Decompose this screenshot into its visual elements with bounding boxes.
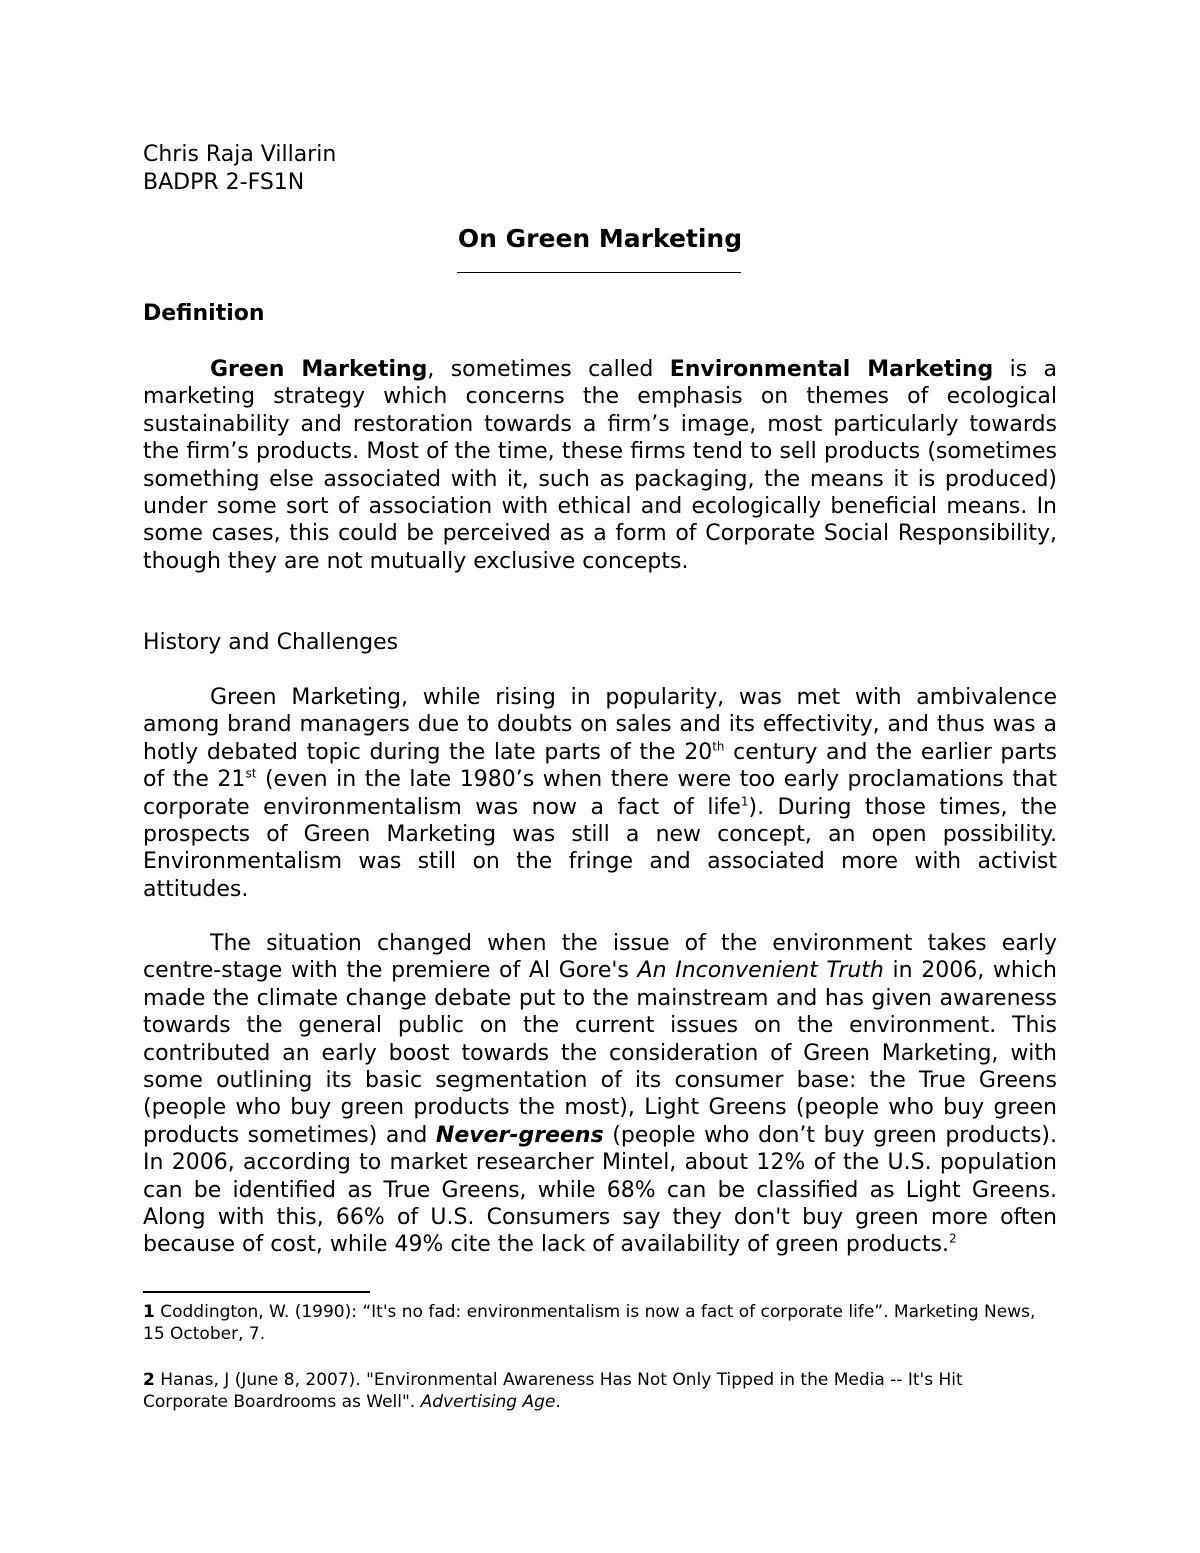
footnote-2: 2 Hanas, J (June 8, 2007). "Environmental Awareness Has Not Only Tipped in the Media -- It's Hit Corporate Boardrooms as Well". Advertising Age. — [143, 1370, 963, 1412]
term-never-greens: Never-greens — [435, 1122, 604, 1148]
definition-paragraph: Green Marketing, sometimes called Environmental Marketing is a marketing strategy which concerns the emphasis on themes of ecological sustainability and restoration towards a firm’s image, most particularly towards the firm’s products. Most of the time, these firms tend to sell products (sometimes something else associated with it, such as packaging, the means it is produced) under some sort of association with ethical and ecologically beneficial means. In some cases, this could be perceived as a form of Corporate Social Responsibility, though they are not mutually exclusive concepts. — [143, 357, 1057, 574]
footnote-1: 1 Coddington, W. (1990): “It's no fad: environmentalism is now a fact of corporate life”. Marketing News, 15 October, 7. — [143, 1302, 1036, 1344]
term-green-marketing: Green Marketing — [210, 357, 428, 382]
page-title: On Green Marketing — [457, 224, 743, 253]
section-heading-history: History and Challenges — [143, 630, 399, 655]
author-block — [143, 141, 336, 197]
footnote-separator — [143, 1291, 370, 1293]
footnote-ref-1[interactable]: 1 — [740, 794, 749, 809]
title-underline — [457, 272, 741, 273]
footnote-ref-2[interactable]: 2 — [948, 1232, 957, 1247]
course-code: BADPR 2-FS1N — [143, 170, 305, 195]
journal-title: Advertising Age — [420, 1392, 556, 1412]
film-title: An Inconvenient Truth — [637, 958, 884, 984]
history-paragraph-1: Green Marketing, while rising in popularity, was met with ambivalence among brand managers due to doubts on sales and its effectivity, and thus was a hotly debated topic during the late parts of the 20th century and the earlier parts of the 21st (even in the late 1980’s when there were too early proclamations that corporate environmentalism was now a fact of life$^1$). During those times, the prospects of Green Marketing was still a new concept, an open possibility. Environmentalism was still on the fringe and associated more with activist attitudes. — [143, 685, 1057, 902]
author-name: Chris Raja Villarin — [143, 142, 337, 167]
history-paragraph-2: The situation changed when the issue of the environment takes early centre-stage with the premiere of Al Gore's An Inconvenient Truth in 2006, which made the climate change debate put to the mainstream and has given awareness towards the general public on the current issues on the environment. This contributed an early boost towards the consideration of Green Marketing, with some outlining its basic segmentation of its consumer base: the True Greens (people who buy green products the most), Light Greens (people who buy green products sometimes) and Never-greens (people who don’t buy green products). In 2006, according to market researcher Mintel, about 12% of the U.S. population can be identified as True Greens, while 68% can be classified as Light Greens. Along with this, 66% of U.S. Consumers say they don't buy green more often because of cost, while 49% cite the lack of availability of green products.$^2$ — [143, 931, 1057, 1258]
term-environmental-marketing: Environmental Marketing — [669, 357, 994, 382]
section-heading-definition: Definition — [143, 301, 265, 326]
